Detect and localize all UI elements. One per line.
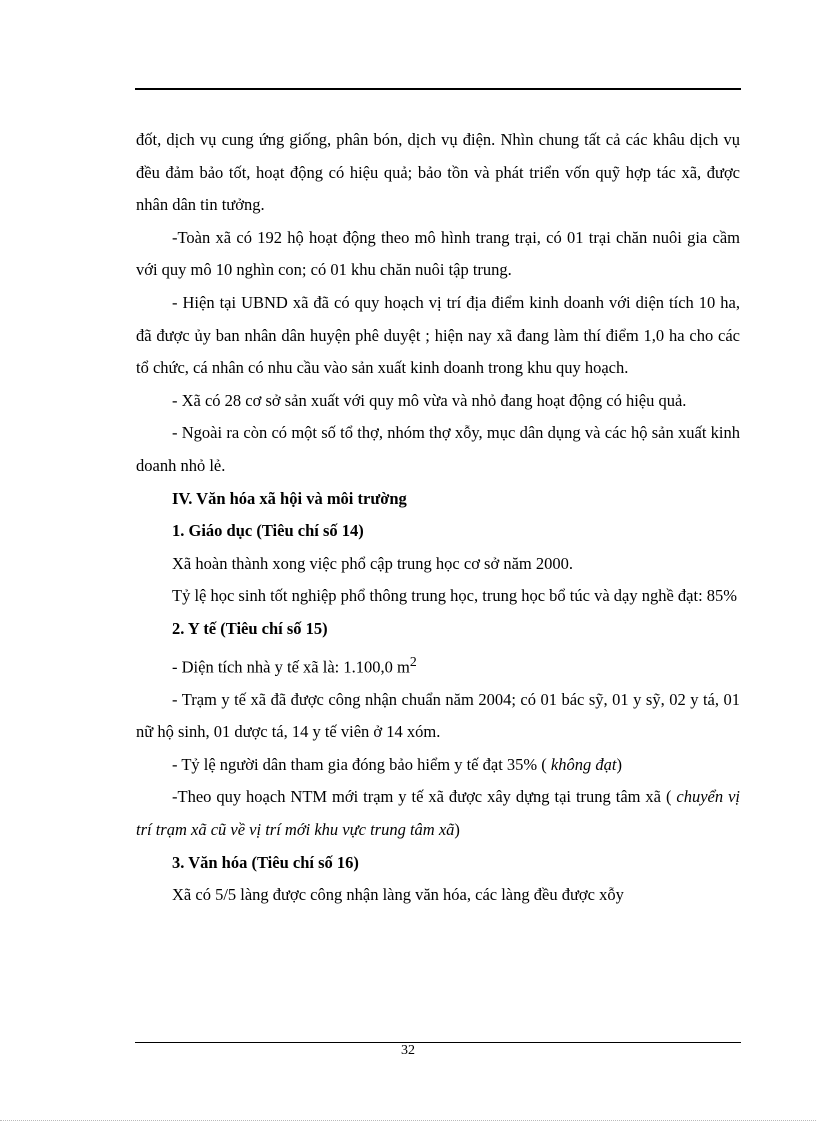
- paragraph: [136, 646, 740, 684]
- italic-note: chuyển vị trí trạm xã cũ về vị trí mới khu vực trung tâm xã: [136, 787, 740, 839]
- paragraph: Xã hoàn thành xong việc phổ cập trung học cơ sở năm 2000.: [172, 553, 573, 573]
- paragraph: - Xã có 28 cơ sở sản xuất với quy mô vừa và nhỏ đang hoạt động có hiệu quả.: [172, 390, 687, 410]
- paragraph: -Toàn xã có 192 hộ hoạt động theo mô hình trang trại, có 01 trại chăn nuôi gia cầm với quy mô 10 nghìn con; có 01 khu chăn nuôi tập trung.: [136, 227, 740, 280]
- section-heading: IV. Văn hóa xã hội và môi trường: [172, 488, 407, 508]
- paragraph: Xã có 5/5 làng được công nhận làng văn hóa, các làng đều được xỗy: [172, 885, 624, 905]
- italic-note: không đạt: [550, 754, 617, 774]
- paragraph-text-end: ): [616, 754, 622, 774]
- subsection-heading: 3. Văn hóa (Tiêu chí số 16): [172, 852, 359, 872]
- subsection-heading: 1. Giáo dục (Tiêu chí số 14): [172, 521, 364, 541]
- page-number: 32: [401, 1043, 415, 1058]
- page-boundary: [0, 1120, 816, 1121]
- paragraph: - Hiện tại UBND xã đã có quy hoạch vị trí địa điểm kinh doanh với diện tích 10 ha, đã được ủy ban nhân dân huyện phê duyệt ; hiện nay xã đang làm thí điểm 1,0 ha cho các tổ chức, cá nhân có nhu cầu vào sản xuất kinh doanh trong khu quy hoạch.: [136, 292, 740, 378]
- paragraph-text: - Diện tích nhà y tế xã là: 1.100,0 m: [172, 657, 410, 676]
- paragraph-text: - Tỷ lệ người dân tham gia đóng bảo hiểm y tế đạt 35% (: [172, 754, 551, 774]
- superscript: 2: [409, 653, 417, 669]
- paragraph: đốt, dịch vụ cung ứng giống, phân bón, dịch vụ điện. Nhìn chung tất cả các khâu dịch vụ đều đảm bảo tốt, hoạt động có hiệu quả; bảo tồn và phát triển vốn quỹ hợp tác xã, được nhân dân tin tưởng.: [136, 130, 740, 215]
- paragraph: - Ngoài ra còn có một số tổ thợ, nhóm thợ xỗy, mục dân dụng và các hộ sản xuất kinh doanh nhỏ lẻ.: [136, 423, 740, 475]
- paragraph: - Trạm y tế xã đã được công nhận chuẩn năm 2004; có 01 bác sỹ, 01 y sỹ, 02 y tá, 01 nữ hộ sinh, 01 dược tá, 14 y tế viên ở 14 xóm.: [136, 689, 740, 742]
- paragraph: [136, 749, 740, 782]
- header-rule: [135, 88, 741, 90]
- body-text: [136, 124, 740, 912]
- subsection-heading: 2. Y tế (Tiêu chí số 15): [172, 618, 328, 638]
- paragraph-text: -Theo quy hoạch NTM mới trạm y tế xã được xây dựng tại trung tâm xã (: [172, 787, 677, 807]
- paragraph: [136, 781, 740, 846]
- paragraph-text-end: ): [454, 819, 460, 839]
- paragraph: Tỷ lệ học sinh tốt nghiệp phổ thông trung học, trung học bổ túc và dạy nghề đạt: 85%: [172, 586, 738, 606]
